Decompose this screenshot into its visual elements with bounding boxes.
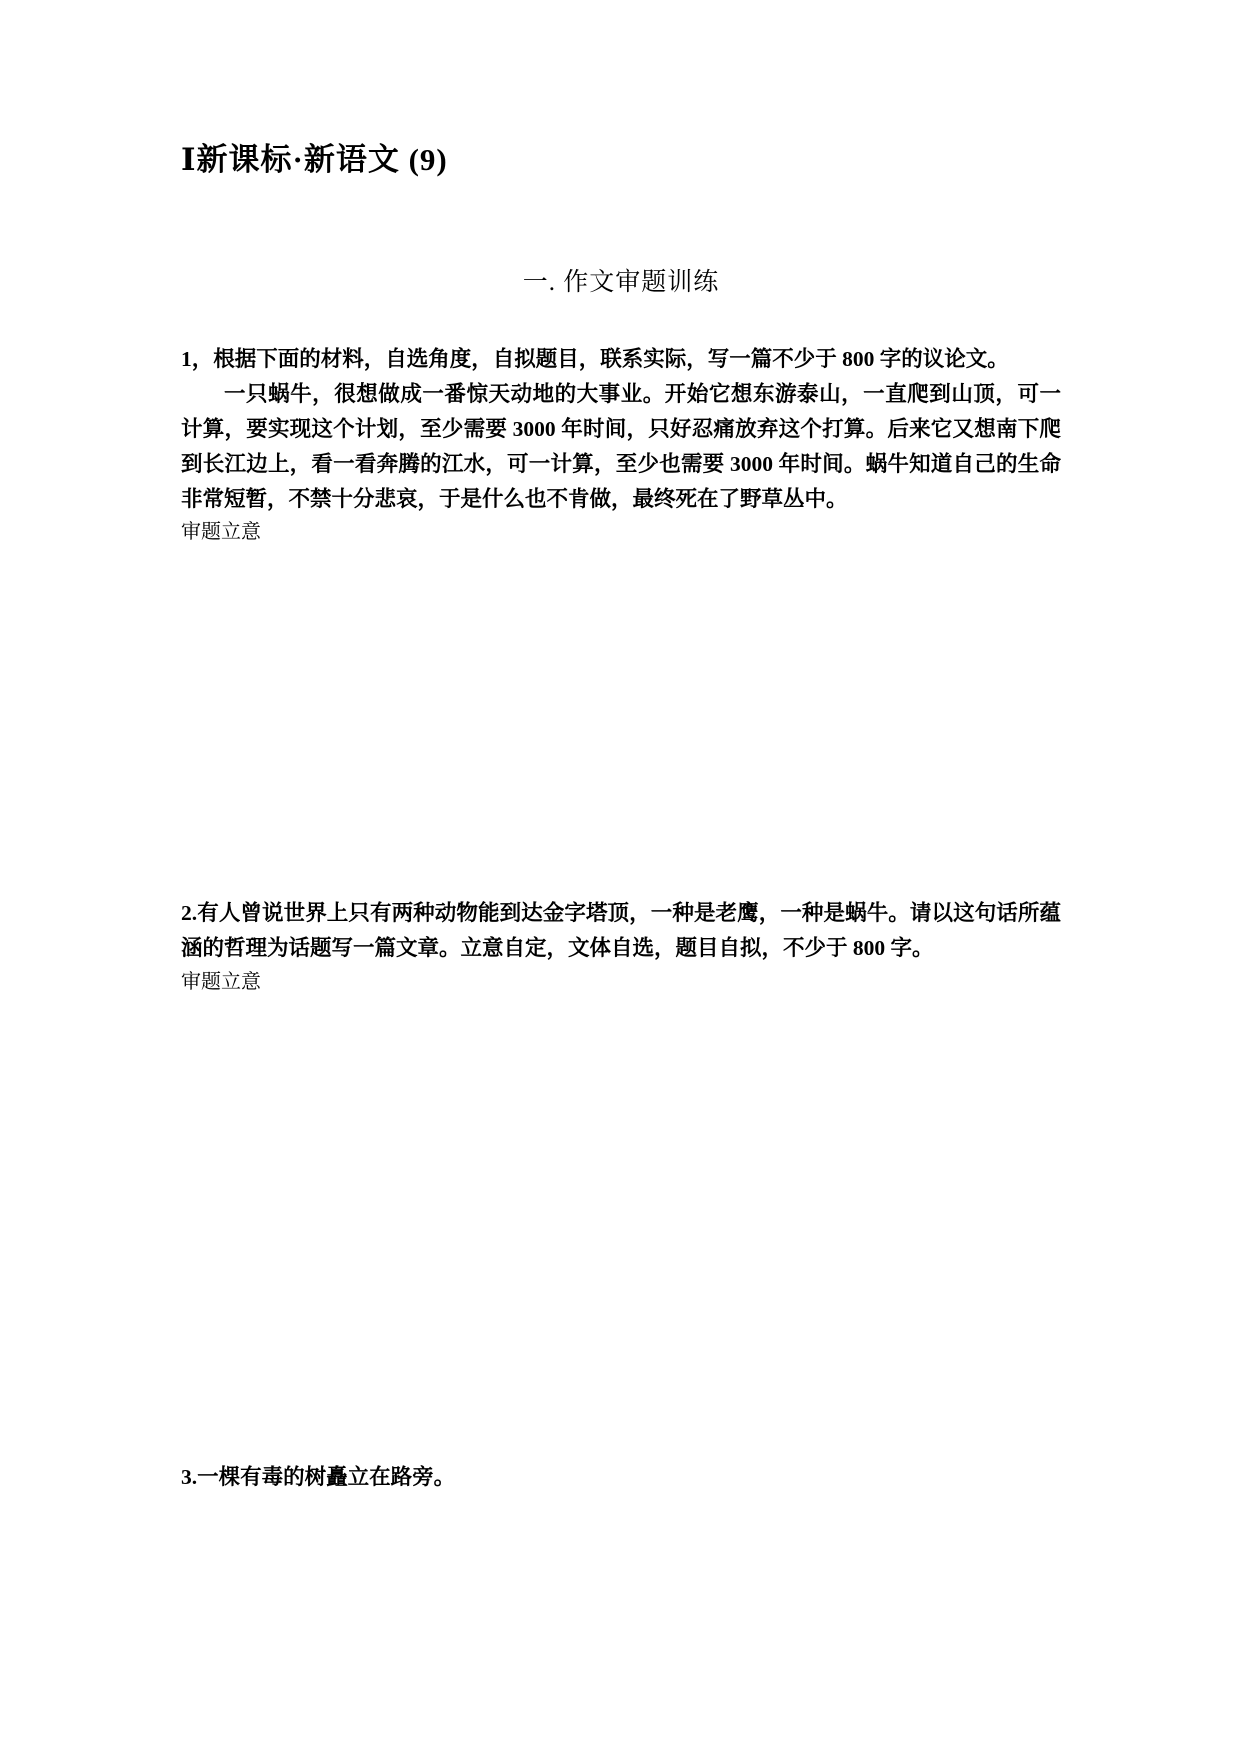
question-1	[181, 342, 1061, 848]
question-1-answer-label: 审题立意	[181, 521, 261, 544]
question-3	[181, 1460, 1061, 1495]
question-3-stem: 3.一棵有毒的树矗立在路旁。	[181, 1465, 456, 1490]
section-heading: 一. 作文审题训练	[522, 269, 720, 297]
page-title: Ⅰ新课标·新语文 (9)	[181, 142, 448, 177]
question-2-answer-label: 审题立意	[181, 971, 261, 994]
question-1-stem: 1，根据下面的材料，自选角度，自拟题目，联系实际，写一篇不少于 800 字的议论文。	[181, 347, 1009, 372]
question-1-body: 一只蜗牛，很想做成一番惊天动地的大事业。开始它想东游泰山，一直爬到山顶，可一计算，要实现这个计划，至少需要 3000 年时间，只好忍痛放弃这个打算。后来它又想南下爬到长江边上，看一看奔腾的江水，可一计算，至少也需要 3000 年时间。蜗牛知道自己的生命非常短暂，不禁十分悲哀，于是什么也不肯做，最终死在了野草丛中。	[181, 382, 1061, 511]
question-2	[181, 896, 1061, 1418]
question-2-stem: 2.有人曾说世界上只有两种动物能到达金字塔顶，一种是老鹰，一种是蜗牛。请以这句话所蕴涵的哲理为话题写一篇文章。立意自定，文体自选，题目自拟，不少于 800 字。	[181, 901, 1061, 961]
question-2-answer-space	[181, 998, 1061, 1418]
question-1-answer-space	[181, 548, 1061, 848]
page-content	[181, 0, 1061, 1495]
